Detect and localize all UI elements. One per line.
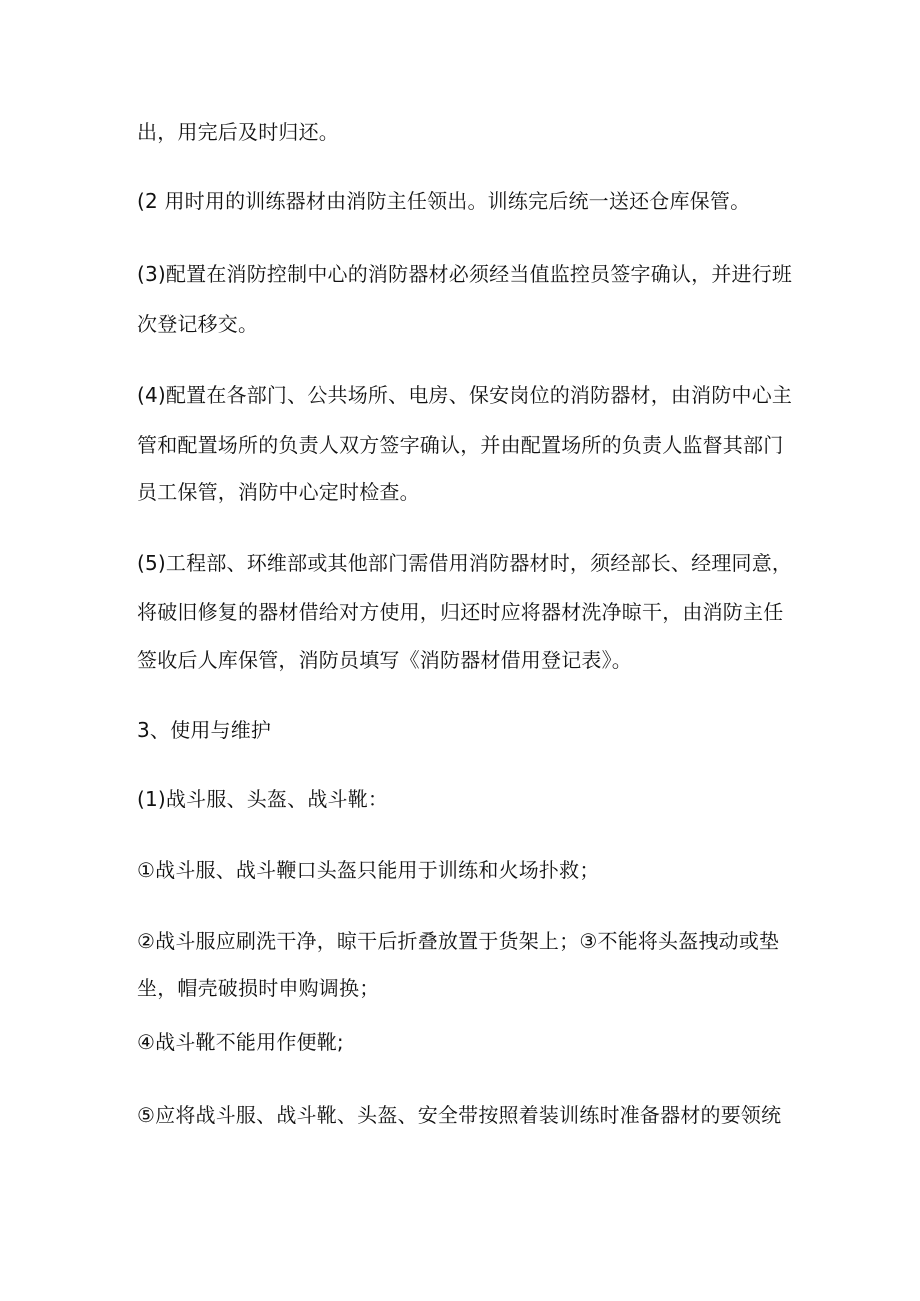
text-line: (2 用时用的训练器材由消防主任领出。训练完后统一送还仓库保管。 — [137, 189, 751, 213]
text-line: ⑤应将战斗服、战斗靴、头盔、安全带按照着装训练时准备器材的要领统 — [137, 1103, 782, 1127]
text-line: (3)配置在消防控制中心的消防器材必须经当值监控员签字确认，并进行班 — [137, 262, 793, 286]
text-line: ④战斗靴不能用作便靴; — [137, 1030, 344, 1054]
text-line: 员工保管，消防中心定时检查。 — [137, 480, 420, 504]
text-line: 坐，帽壳破损时申购调换； — [137, 976, 380, 1000]
text-line: (5)工程部、环维部或其他部门需借用消防器材时，须经部长、经理同意， — [137, 551, 793, 575]
text-line: 管和配置场所的负责人双方签字确认，并由配置场所的负责人监督其部门 — [137, 433, 784, 457]
section-heading: 3、使用与维护 — [137, 718, 272, 742]
text-line: 出，用完后及时归还。 — [137, 120, 339, 144]
text-line: 签收后人库保管，消防员填写《消防器材借用登记表》。 — [137, 648, 632, 672]
text-line: ②战斗服应刷洗干净，晾干后折叠放置于货架上；③不能将头盔拽动或垫 — [137, 929, 780, 953]
text-line: ①战斗服、战斗鞭口头盔只能用于训练和火场扑救； — [137, 858, 600, 882]
text-line: (4)配置在各部门、公共场所、电房、保安岗位的消防器材，由消防中心主 — [137, 383, 793, 407]
text-line: 次登记移交。 — [137, 312, 259, 336]
text-line: (1)战斗服、头盔、战斗靴： — [137, 787, 389, 811]
text-line: 将破旧修复的器材借给对方使用，归还时应将器材洗净晾干，由消防主任 — [137, 600, 784, 624]
